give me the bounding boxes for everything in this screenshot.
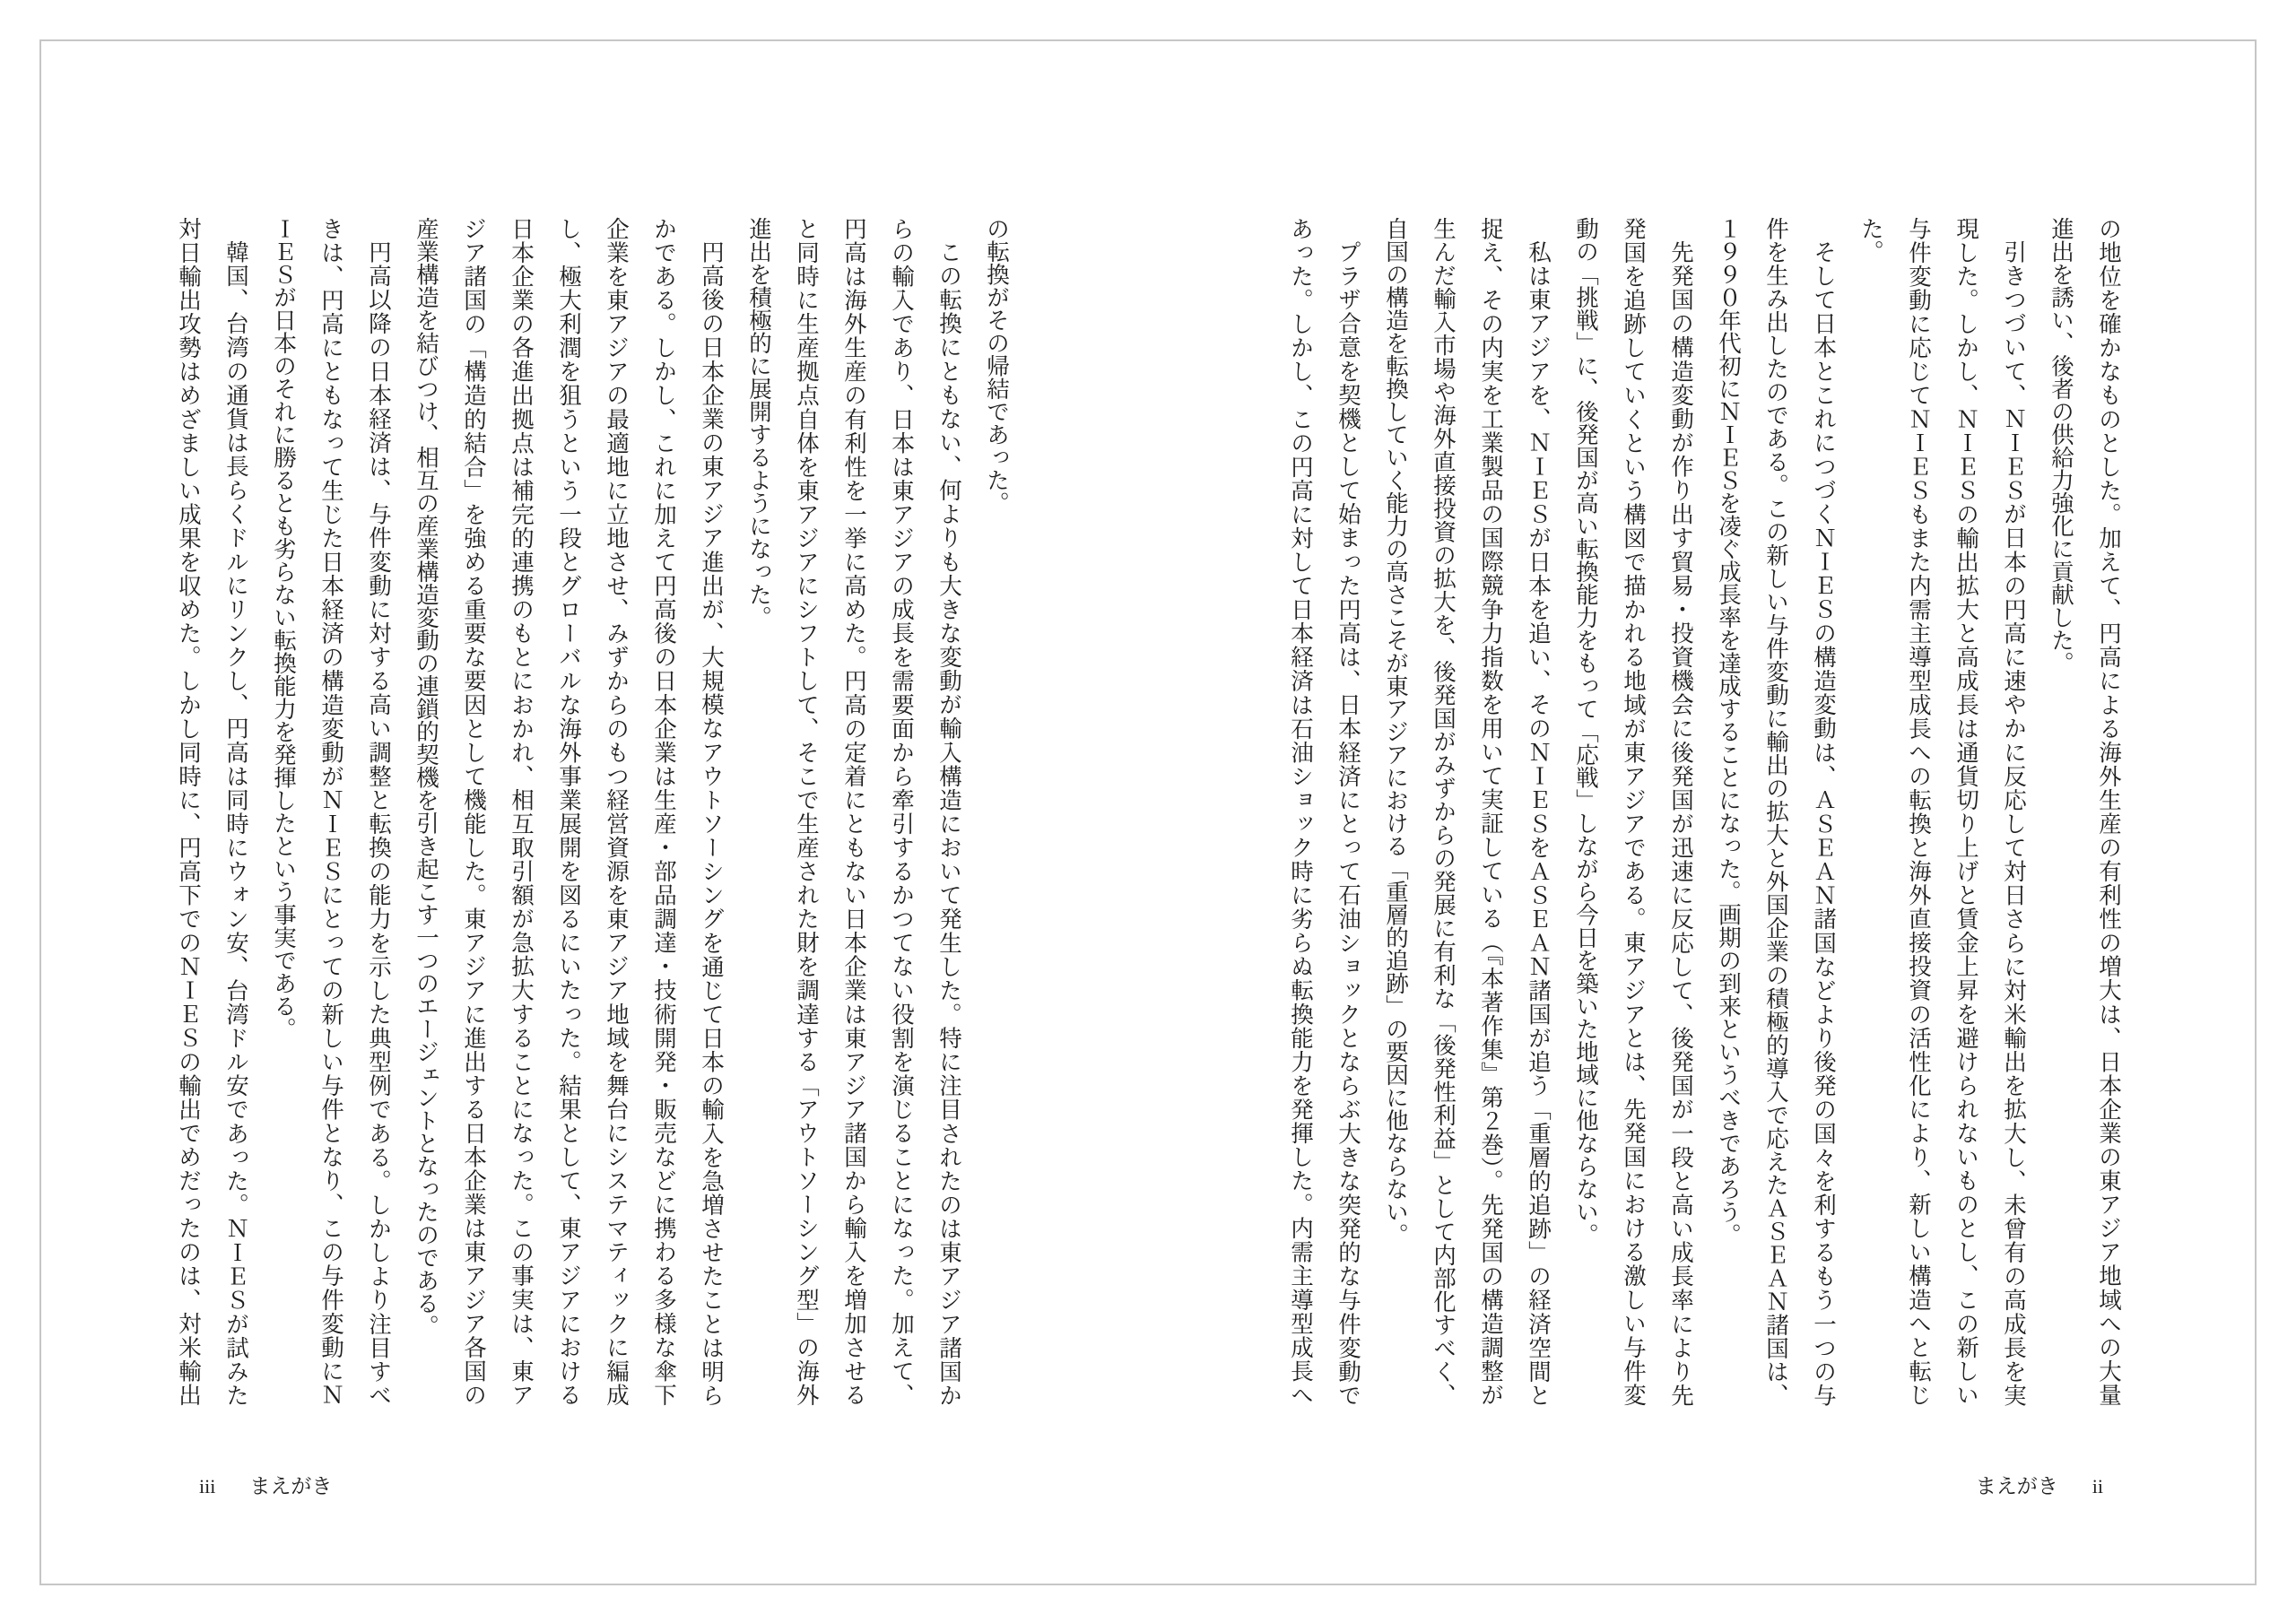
text-line: 先発国の構造変動が作り出す貿易・投資機会に後発国が迅速に反応して、後発国が一段と高い成長率により先 bbox=[1667, 239, 1694, 1406]
page-number: ii bbox=[2092, 1475, 2103, 1497]
paragraph bbox=[402, 217, 735, 1406]
text-line: 私は東アジアを、ＮＩＥＳが日本を追い、そのＮＩＥＳをＡＳＥＡＮ諸国が追う「重層的追跡」の経済空間と bbox=[1525, 239, 1552, 1406]
left-page bbox=[39, 39, 1148, 1585]
paragraph bbox=[1704, 217, 1847, 1406]
text-line: の地位を確かなものとした。加えて、円高による海外生産の有利性の増大は、日本企業の東アジア地域への大量 bbox=[2095, 217, 2122, 1406]
running-head: まえがき bbox=[1975, 1475, 2058, 1497]
text-line: 韓国、台湾の通貨は長らくドルにリンクし、円高は同時にウォン安、台湾ドル安であった。ＮＩＥＳが試みた bbox=[222, 239, 249, 1406]
text-line: 動の「挑戦」に、後発国が高い転換能力をもって「応戦」しながら今日を築いた地域に他ならない。 bbox=[1572, 217, 1599, 1246]
text-line: た。 bbox=[1857, 217, 1884, 263]
paragraph bbox=[1847, 217, 2037, 1406]
text-line: 自国の構造を転換していく能力の高さこそが東アジアにおける「重層的追跡」の要因に他ならない。 bbox=[1382, 217, 1409, 1246]
right-page-footer bbox=[1976, 1471, 2103, 1503]
paragraph bbox=[259, 217, 402, 1406]
text-line: プラザ合意を契機として始まった円高は、日本経済にとって石油ショックとならぶ大きな突発的な与件変動で bbox=[1335, 239, 1361, 1406]
right-page-body-text bbox=[1276, 217, 2132, 1406]
paragraph bbox=[972, 217, 1020, 1406]
text-line: かである。しかし、これに加えて円高後の日本企業は生産・部品調達・技術開発・販売などに携わる多様な傘下 bbox=[650, 217, 677, 1406]
left-page-footer bbox=[199, 1471, 332, 1503]
text-line: 産業構造を結びつけ、相互の産業構造変動の連鎖的契機を引き起こす一つのエージェントとなったのである。 bbox=[413, 217, 439, 1338]
text-line: 対日輸出攻勢はめざましい成果を収めた。しかし同時に、円高下でのＮＩＥＳの輸出でめだったのは、対米輸出 bbox=[175, 217, 202, 1406]
text-line: きは、円高にともなって生じた日本経済の構造変動がＮＩＥＳにとっての新しい与件となり、この与件変動にＮ bbox=[317, 217, 344, 1406]
running-head: まえがき bbox=[249, 1475, 333, 1497]
text-line: ＩＥＳが日本のそれに勝るとも劣らない転換能力を発揮したという事実である。 bbox=[270, 217, 297, 1040]
paragraph bbox=[1371, 217, 1561, 1406]
text-line: 円高後の日本企業の東アジア進出が、大規模なアウトソーシングを通じて日本の輸入を急増させたことは明ら bbox=[698, 239, 725, 1406]
text-line: 生んだ輸入市場や海外直接投資の拡大を、後発国がみずからの発展に有利な「後発性利益」として内部化すべく、 bbox=[1430, 217, 1457, 1407]
text-line: 件を生み出したのである。この新しい与件変動に輸出の拡大と外国企業の積極的導入で応えたＡＳＥＡＮ諸国は、 bbox=[1762, 217, 1789, 1407]
text-line: 捉え、その内実を工業製品の国際競争力指数を用いて実証している（『本著作集』第２巻）。先発国の構造調整が bbox=[1477, 217, 1504, 1406]
text-line: 進出を積極的に展開するようになった。 bbox=[745, 217, 772, 629]
text-line: 企業を東アジアの最適地に立地させ、みずからのもつ経営資源を東アジア地域を舞台にシステマティックに編成 bbox=[603, 217, 630, 1406]
paragraph bbox=[735, 217, 972, 1406]
text-line: 日本企業の各進出拠点は補完的連携のもとにおかれ、相互取引額が急拡大することになった。この事実は、東ア bbox=[508, 217, 535, 1406]
text-line: 現した。しかし、ＮＩＥＳの輸出拡大と高成長は通貨切り上げと賃金上昇を避けられないものとし、この新しい bbox=[1952, 217, 1979, 1406]
text-line: あった。しかし、この円高に対して日本経済は石油ショック時に劣らぬ転換能力を発揮した。内需主導型成長へ bbox=[1287, 217, 1314, 1406]
text-line: １９９０年代初にＮＩＥＳを凌ぐ成長率を達成することになった。画期の到来というべきであろう。 bbox=[1715, 217, 1742, 1246]
text-line: そして日本とこれにつづくＮＩＥＳの構造変動は、ＡＳＥＡＮ諸国などより後発の国々を利するもう一つの与 bbox=[1810, 239, 1837, 1406]
text-line: ジア諸国の「構造的結合」を強める重要な要因として機能した。東アジアに進出する日本企業は東アジア各国の bbox=[460, 217, 487, 1406]
text-line: 与件変動に応じてＮＩＥＳもまた内需主導型成長への転換と海外直接投資の活性化により、新しい構造へと転じ bbox=[1905, 217, 1932, 1406]
text-line: 発国を追跡していくという構図で描かれる地域が東アジアである。東アジアとは、先発国における激しい与件変 bbox=[1620, 217, 1647, 1406]
text-line: の転換がその帰結であった。 bbox=[983, 217, 1010, 515]
paragraph bbox=[1561, 217, 1704, 1406]
text-line: し、極大利潤を狙うという一段とグローバルな海外事業展開を図るにいたった。結果として、東アジアにおける bbox=[555, 217, 582, 1406]
text-line: この転換にともない、何よりも大きな変動が輸入構造において発生した。特に注目されたのは東アジア諸国か bbox=[935, 239, 962, 1406]
text-line: 円高は海外生産の有利性を一挙に高めた。円高の定着にともない日本企業は東アジア諸国から輸入を増加させる bbox=[840, 217, 867, 1406]
text-line: 円高以降の日本経済は、与件変動に対する高い調整と転換の能力を示した典型例である。しかしより注目すべ bbox=[365, 239, 392, 1406]
paragraph bbox=[1276, 217, 1371, 1406]
text-line: と同時に生産拠点自体を東アジアにシフトして、そこで生産された財を調達する「アウトソーシング型」の海外 bbox=[793, 217, 820, 1406]
page-number: iii bbox=[199, 1475, 216, 1497]
text-line: 進出を誘い、後者の供給力強化に貢献した。 bbox=[2048, 217, 2074, 674]
left-page-body-text bbox=[164, 217, 1020, 1406]
text-line: 引きつづいて、ＮＩＥＳが日本の円高に速やかに反応して対日さらに対米輸出を拡大し、未曾有の高成長を実 bbox=[2000, 239, 2027, 1406]
paragraph bbox=[164, 217, 259, 1406]
right-page bbox=[1148, 39, 2257, 1585]
text-line: らの輸入であり、日本は東アジアの成長を需要面から牽引するかつてない役割を演じることになった。加えて、 bbox=[888, 217, 915, 1406]
paragraph bbox=[2037, 217, 2132, 1406]
